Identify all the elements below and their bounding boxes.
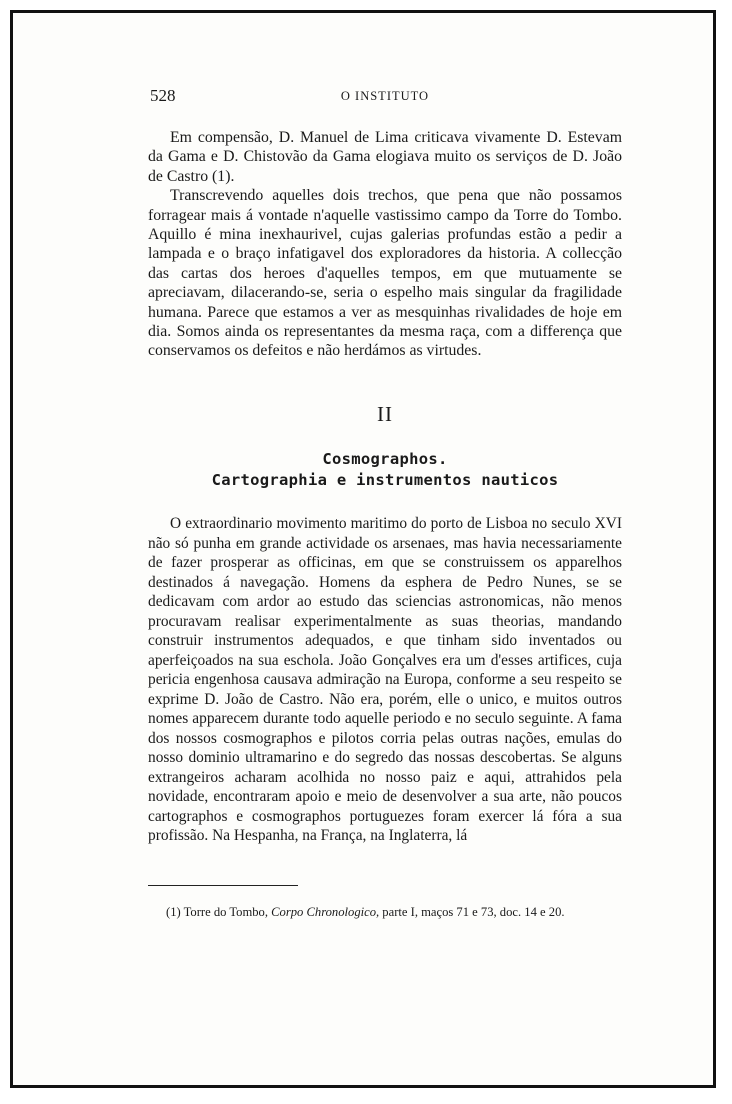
intro-paragraph-2: Transcrevendo aquelles dois trechos, que pena que não possamos forragear mais á vontade n'aquelle vastissimo campo da Torre do Tombo. Aquillo é mina inexhaurivel, cujas galerias profundas estão a pedir a lampada e o braço infatigavel dos exploradores da historia. A collecção das cartas dos heroes d'aquelles tempos, em que mutuamente se apreciavam, dilacerando-se, seria o espelho mais singular da fragilidade humana. Parece que estamos a ver as mesquinhas rivalidades de hoje em dia. Somos ainda os representantes da mesma raça, com a differença que conservamos os defeitos e não herdámos as virtudes. — [148, 187, 622, 360]
century-numeral: XVI — [594, 515, 622, 532]
page-number: 528 — [150, 86, 176, 105]
main-paragraph-part-2: não só punha em grande actividade os arsenaes, mas havia necessariamente de fazer prosperar as officinas, em que se construissem os apparelhos destinados á navegação. Homens da esphera de Pedro Nunes, se se dedicavam com ardor ao estudo das sciencias astronomicas, não menos procuravam realisar experimentalmente as suas theorias, mandando construir instrumentos adequados, e que tinham sido inventados ou aperfeiçoados na sua eschola. João Gonçalves era um d'esses artifices, cuja pericia engenhosa causava admiração na Europa, conforme a seu respeito se exprime D. João de Castro. Não era, porém, elle o unico, e muitos outros nomes apparecem durante todo aquelle periodo e no seculo seguinte. A fama dos nossos cosmographos e pilotos corria pelas outras nações, emulas do nosso dominio ultramarino e do segredo das nossas descobertas. Se alguns extrangeiros acharam acolhida no nosso paiz e aqui, attrahidos pela novidade, encontraram apoio e meio de desenvolver a sua arte, não poucos cartographos e cosmographos portuguezes foram exercer lá fóra a sua profissão. Na Hespanha, na França, na Inglaterra, lá — [148, 534, 622, 844]
section-title-line-1: Cosmographos. — [322, 450, 448, 468]
main-text — [148, 514, 622, 846]
page-header — [150, 86, 620, 110]
intro-paragraph-1: Em compensão, D. Manuel de Lima criticava vivamente D. Estevam da Gama e D. Chistovão da Gama elogiava muito os serviços de D. João de Castro (1). — [148, 129, 622, 185]
section-number: II — [377, 402, 393, 426]
footnote — [148, 904, 622, 920]
footnote-rule — [148, 885, 298, 886]
footnote-work-title: Corpo Chronologico, — [271, 905, 380, 919]
footnote-prefix: (1) Torre do Tombo, — [166, 905, 272, 919]
section-title-line-2: Cartographia e instrumentos nauticos — [211, 471, 559, 489]
footnote-suffix: parte I, maços 71 e 73, doc. 14 e 20. — [379, 905, 565, 919]
footnote-1 — [148, 904, 622, 920]
intro-text — [148, 128, 622, 361]
main-paragraph-part-1: O extraordinario movimento maritimo do porto de Lisboa no seculo — [170, 515, 595, 532]
main-paragraph — [148, 514, 622, 846]
running-title: O INSTITUTO — [340, 89, 430, 103]
